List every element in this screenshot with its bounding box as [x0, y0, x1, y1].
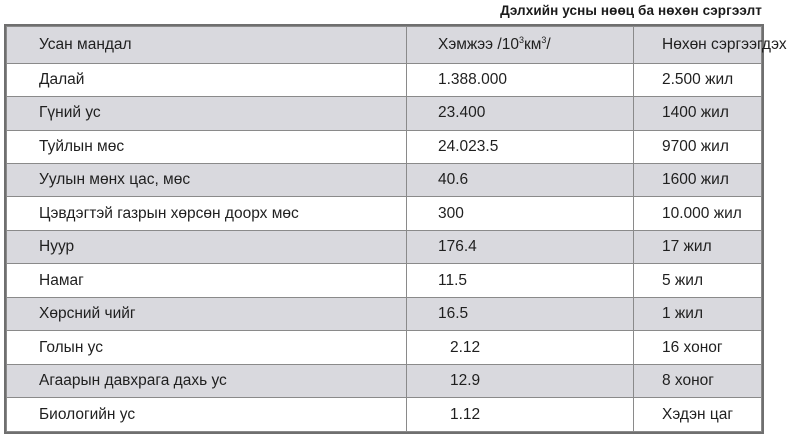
- cell-renewal: 9700 жил: [634, 130, 762, 163]
- cell-renewal: 1 жил: [634, 297, 762, 330]
- cell-name: Гүний ус: [7, 97, 407, 130]
- cell-volume: 2.12: [407, 331, 634, 364]
- table-caption: Дэлхийн усны нөөц ба нөхөн сэргээлт: [500, 3, 762, 18]
- header-volume-sup2: 3: [541, 35, 547, 46]
- header-volume-unit: км: [523, 36, 542, 54]
- cell-renewal: 16 хоног: [634, 331, 762, 364]
- cell-renewal: 5 жил: [634, 264, 762, 297]
- table-row: [7, 297, 762, 330]
- table-row: [7, 163, 762, 196]
- cell-name: Биологийн ус: [7, 398, 407, 432]
- header-volume-suffix: /: [546, 36, 551, 54]
- cell-volume: 176.4: [407, 230, 634, 263]
- cell-renewal: 8 хоног: [634, 364, 762, 397]
- cell-volume: 300: [407, 197, 634, 230]
- cell-volume: 23.400: [407, 97, 634, 130]
- cell-name: Нуур: [7, 230, 407, 263]
- header-water-body: Усан мандал: [7, 27, 407, 64]
- cell-name: Далай: [7, 63, 407, 96]
- cell-renewal: Хэдэн цаг: [634, 398, 762, 432]
- cell-name: Уулын мөнх цас, мөс: [7, 163, 407, 196]
- header-renewal: Нөхөн сэргээгдэх: [634, 27, 762, 64]
- cell-volume: 11.5: [407, 264, 634, 297]
- header-volume-prefix: Хэмжээ /10: [438, 36, 519, 54]
- table-row: [7, 130, 762, 163]
- cell-volume: 12.9: [407, 364, 634, 397]
- cell-renewal: 17 жил: [634, 230, 762, 263]
- cell-renewal: 1600 жил: [634, 163, 762, 196]
- table-header-row: [7, 27, 762, 64]
- table-row: [7, 331, 762, 364]
- header-volume: [407, 27, 634, 64]
- cell-renewal: 10.000 жил: [634, 197, 762, 230]
- header-volume-sup1: 3: [518, 35, 524, 46]
- table-row: [7, 197, 762, 230]
- cell-volume: 16.5: [407, 297, 634, 330]
- cell-renewal: 2.500 жил: [634, 63, 762, 96]
- table-row: [7, 264, 762, 297]
- cell-name: Цэвдэгтэй газрын хөрсөн доорх мөс: [7, 197, 407, 230]
- table-row: [7, 398, 762, 432]
- cell-name: Агаарын давхрага дахь ус: [7, 364, 407, 397]
- cell-name: Хөрсний чийг: [7, 297, 407, 330]
- table-row: [7, 63, 762, 96]
- cell-name: Намаг: [7, 264, 407, 297]
- water-resources-table: [6, 26, 787, 432]
- water-resources-table-frame: [4, 24, 787, 434]
- cell-volume: 1.12: [407, 398, 634, 432]
- cell-volume: 24.023.5: [407, 130, 634, 163]
- cell-renewal: 1400 жил: [634, 97, 762, 130]
- cell-volume: 40.6: [407, 163, 634, 196]
- table-row: [7, 364, 762, 397]
- cell-volume: 1.388.000: [407, 63, 634, 96]
- cell-name: Туйлын мөс: [7, 130, 407, 163]
- cell-name: Голын ус: [7, 331, 407, 364]
- table-row: [7, 230, 762, 263]
- table-row: [7, 97, 762, 130]
